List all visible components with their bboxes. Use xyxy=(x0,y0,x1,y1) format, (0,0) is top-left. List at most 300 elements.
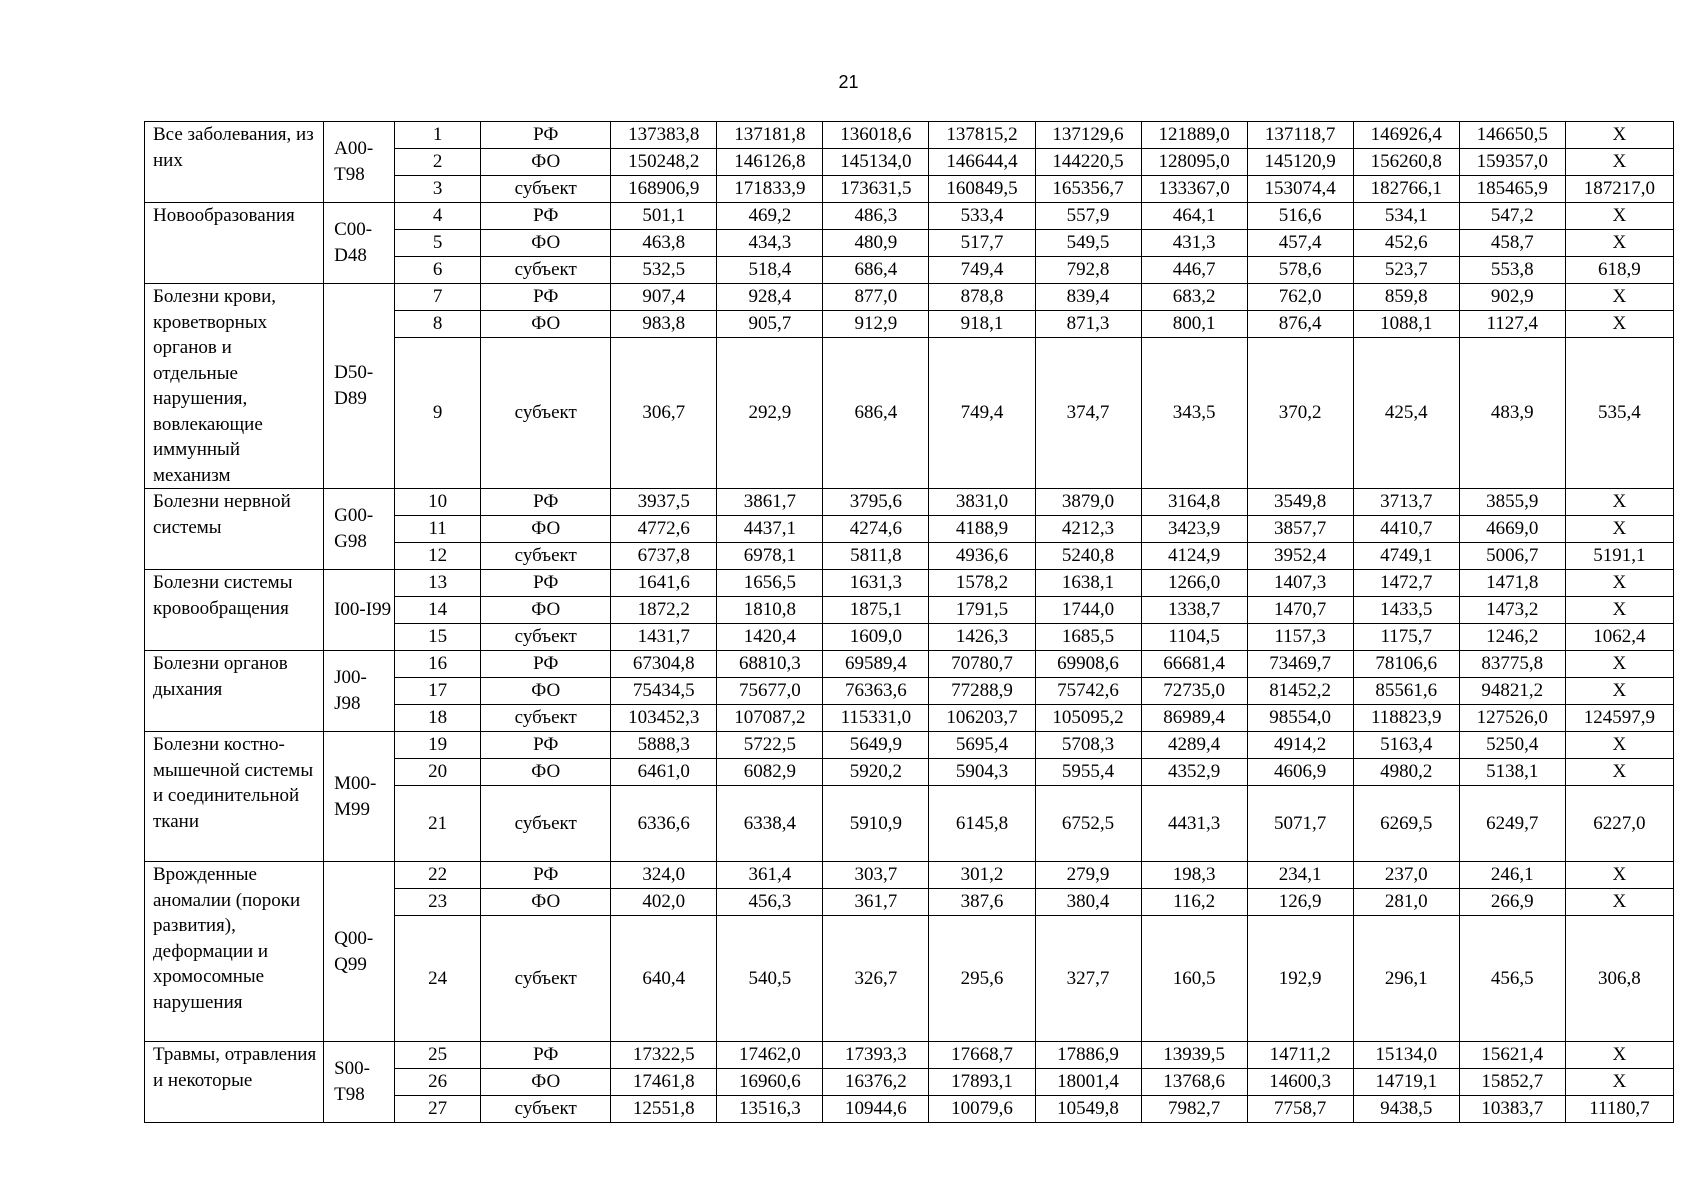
table-row xyxy=(145,732,1674,759)
value-cell: 686,4 xyxy=(823,257,929,284)
territory-level: субъект xyxy=(481,916,611,1042)
value-cell: 859,8 xyxy=(1353,284,1459,311)
value-cell: Х xyxy=(1565,284,1673,311)
value-cell: 5138,1 xyxy=(1459,759,1565,786)
value-cell: 146650,5 xyxy=(1459,122,1565,149)
territory-level: ФО xyxy=(481,678,611,705)
value-cell: 5888,3 xyxy=(611,732,717,759)
value-cell: 187217,0 xyxy=(1565,176,1673,203)
value-cell: 4431,3 xyxy=(1141,786,1247,862)
value-cell: 115331,0 xyxy=(823,705,929,732)
icd-code: I00-I99 xyxy=(324,570,395,651)
value-cell: 7982,7 xyxy=(1141,1096,1247,1123)
value-cell: 456,3 xyxy=(717,889,823,916)
value-cell: 871,3 xyxy=(1035,311,1141,338)
table-row xyxy=(145,489,1674,516)
value-cell: 6978,1 xyxy=(717,543,823,570)
value-cell: 105095,2 xyxy=(1035,705,1141,732)
value-cell: 3795,6 xyxy=(823,489,929,516)
disease-group-name: Болезни системы кровообращения xyxy=(145,570,324,651)
territory-level: ФО xyxy=(481,889,611,916)
territory-level: субъект xyxy=(481,543,611,570)
value-cell: 6737,8 xyxy=(611,543,717,570)
value-cell: Х xyxy=(1565,678,1673,705)
value-cell: 1744,0 xyxy=(1035,597,1141,624)
value-cell: 6338,4 xyxy=(717,786,823,862)
value-cell: 1266,0 xyxy=(1141,570,1247,597)
value-cell: 1609,0 xyxy=(823,624,929,651)
value-cell: 553,8 xyxy=(1459,257,1565,284)
value-cell: 1872,2 xyxy=(611,597,717,624)
value-cell: 5191,1 xyxy=(1565,543,1673,570)
value-cell: 234,1 xyxy=(1247,862,1353,889)
value-cell: 458,7 xyxy=(1459,230,1565,257)
value-cell: 306,7 xyxy=(611,338,717,489)
value-cell: Х xyxy=(1565,570,1673,597)
territory-level: РФ xyxy=(481,570,611,597)
value-cell: 370,2 xyxy=(1247,338,1353,489)
value-cell: 523,7 xyxy=(1353,257,1459,284)
value-cell: 4606,9 xyxy=(1247,759,1353,786)
value-cell: 549,5 xyxy=(1035,230,1141,257)
row-number: 16 xyxy=(395,651,481,678)
value-cell: 547,2 xyxy=(1459,203,1565,230)
value-cell: 431,3 xyxy=(1141,230,1247,257)
value-cell: 266,9 xyxy=(1459,889,1565,916)
value-cell: 5250,4 xyxy=(1459,732,1565,759)
value-cell: 5920,2 xyxy=(823,759,929,786)
value-cell: 75434,5 xyxy=(611,678,717,705)
value-cell: 800,1 xyxy=(1141,311,1247,338)
territory-level: ФО xyxy=(481,759,611,786)
icd-code: Q00-Q99 xyxy=(324,862,395,1042)
territory-level: РФ xyxy=(481,284,611,311)
value-cell: 72735,0 xyxy=(1141,678,1247,705)
value-cell: 86989,4 xyxy=(1141,705,1247,732)
value-cell: 876,4 xyxy=(1247,311,1353,338)
value-cell: 469,2 xyxy=(717,203,823,230)
value-cell: 5955,4 xyxy=(1035,759,1141,786)
icd-code: D50-D89 xyxy=(324,284,395,489)
icd-code: A00-T98 xyxy=(324,122,395,203)
value-cell: 686,4 xyxy=(823,338,929,489)
icd-code: S00-T98 xyxy=(324,1042,395,1123)
value-cell: 137129,6 xyxy=(1035,122,1141,149)
value-cell: 94821,2 xyxy=(1459,678,1565,705)
row-number: 21 xyxy=(395,786,481,862)
value-cell: 518,4 xyxy=(717,257,823,284)
territory-level: РФ xyxy=(481,732,611,759)
value-cell: Х xyxy=(1565,862,1673,889)
value-cell: 5240,8 xyxy=(1035,543,1141,570)
value-cell: 425,4 xyxy=(1353,338,1459,489)
disease-group-name: Все заболевания, из них xyxy=(145,122,324,203)
disease-group-name: Новообразования xyxy=(145,203,324,284)
value-cell: 137118,7 xyxy=(1247,122,1353,149)
row-number: 2 xyxy=(395,149,481,176)
value-cell: 6336,6 xyxy=(611,786,717,862)
value-cell: 4437,1 xyxy=(717,516,823,543)
row-number: 15 xyxy=(395,624,481,651)
territory-level: РФ xyxy=(481,862,611,889)
value-cell: 1246,2 xyxy=(1459,624,1565,651)
value-cell: 324,0 xyxy=(611,862,717,889)
value-cell: 5904,3 xyxy=(929,759,1035,786)
value-cell: 361,4 xyxy=(717,862,823,889)
value-cell: 73469,7 xyxy=(1247,651,1353,678)
value-cell: 14719,1 xyxy=(1353,1069,1459,1096)
value-cell: Х xyxy=(1565,889,1673,916)
value-cell: 402,0 xyxy=(611,889,717,916)
value-cell: 792,8 xyxy=(1035,257,1141,284)
value-cell: 292,9 xyxy=(717,338,823,489)
row-number: 12 xyxy=(395,543,481,570)
value-cell: 3861,7 xyxy=(717,489,823,516)
value-cell: 1578,2 xyxy=(929,570,1035,597)
value-cell: 4274,6 xyxy=(823,516,929,543)
value-cell: 185465,9 xyxy=(1459,176,1565,203)
value-cell: 13516,3 xyxy=(717,1096,823,1123)
table-row xyxy=(145,203,1674,230)
value-cell: 918,1 xyxy=(929,311,1035,338)
value-cell: 1433,5 xyxy=(1353,597,1459,624)
value-cell: 146926,4 xyxy=(1353,122,1459,149)
value-cell: 159357,0 xyxy=(1459,149,1565,176)
value-cell: 361,7 xyxy=(823,889,929,916)
value-cell: 3857,7 xyxy=(1247,516,1353,543)
value-cell: 907,4 xyxy=(611,284,717,311)
value-cell: 146126,8 xyxy=(717,149,823,176)
value-cell: 1791,5 xyxy=(929,597,1035,624)
row-number: 11 xyxy=(395,516,481,543)
value-cell: 516,6 xyxy=(1247,203,1353,230)
value-cell: Х xyxy=(1565,311,1673,338)
row-number: 8 xyxy=(395,311,481,338)
value-cell: 15852,7 xyxy=(1459,1069,1565,1096)
value-cell: 5708,3 xyxy=(1035,732,1141,759)
value-cell: 4188,9 xyxy=(929,516,1035,543)
value-cell: 3879,0 xyxy=(1035,489,1141,516)
icd-code: M00-M99 xyxy=(324,732,395,862)
value-cell: 464,1 xyxy=(1141,203,1247,230)
value-cell: Х xyxy=(1565,122,1673,149)
value-cell: Х xyxy=(1565,759,1673,786)
value-cell: 983,8 xyxy=(611,311,717,338)
territory-level: субъект xyxy=(481,705,611,732)
value-cell: 749,4 xyxy=(929,338,1035,489)
value-cell: 912,9 xyxy=(823,311,929,338)
icd-code: G00-G98 xyxy=(324,489,395,570)
value-cell: Х xyxy=(1565,230,1673,257)
value-cell: Х xyxy=(1565,489,1673,516)
value-cell: 77288,9 xyxy=(929,678,1035,705)
value-cell: 279,9 xyxy=(1035,862,1141,889)
value-cell: 1656,5 xyxy=(717,570,823,597)
value-cell: 578,6 xyxy=(1247,257,1353,284)
value-cell: 165356,7 xyxy=(1035,176,1141,203)
table-row xyxy=(145,122,1674,149)
value-cell: 15621,4 xyxy=(1459,1042,1565,1069)
territory-level: ФО xyxy=(481,149,611,176)
value-cell: 877,0 xyxy=(823,284,929,311)
value-cell: 1472,7 xyxy=(1353,570,1459,597)
value-cell: 1104,5 xyxy=(1141,624,1247,651)
value-cell: 246,1 xyxy=(1459,862,1565,889)
value-cell: 137181,8 xyxy=(717,122,823,149)
value-cell: 3164,8 xyxy=(1141,489,1247,516)
value-cell: 6752,5 xyxy=(1035,786,1141,862)
row-number: 23 xyxy=(395,889,481,916)
value-cell: 17886,9 xyxy=(1035,1042,1141,1069)
value-cell: 146644,4 xyxy=(929,149,1035,176)
value-cell: 168906,9 xyxy=(611,176,717,203)
row-number: 14 xyxy=(395,597,481,624)
value-cell: 501,1 xyxy=(611,203,717,230)
row-number: 10 xyxy=(395,489,481,516)
value-cell: 118823,9 xyxy=(1353,705,1459,732)
territory-level: ФО xyxy=(481,597,611,624)
value-cell: 5910,9 xyxy=(823,786,929,862)
value-cell: 83775,8 xyxy=(1459,651,1565,678)
row-number: 26 xyxy=(395,1069,481,1096)
value-cell: 18001,4 xyxy=(1035,1069,1141,1096)
value-cell: 4936,6 xyxy=(929,543,1035,570)
territory-level: РФ xyxy=(481,1042,611,1069)
value-cell: 85561,6 xyxy=(1353,678,1459,705)
value-cell: 486,3 xyxy=(823,203,929,230)
value-cell: 126,9 xyxy=(1247,889,1353,916)
value-cell: Х xyxy=(1565,651,1673,678)
value-cell: 1638,1 xyxy=(1035,570,1141,597)
value-cell: 3831,0 xyxy=(929,489,1035,516)
value-cell: 540,5 xyxy=(717,916,823,1042)
row-number: 24 xyxy=(395,916,481,1042)
value-cell: 4980,2 xyxy=(1353,759,1459,786)
value-cell: 1470,7 xyxy=(1247,597,1353,624)
table-row xyxy=(145,862,1674,889)
territory-level: субъект xyxy=(481,1096,611,1123)
value-cell: Х xyxy=(1565,732,1673,759)
value-cell: 160,5 xyxy=(1141,916,1247,1042)
value-cell: 67304,8 xyxy=(611,651,717,678)
value-cell: 10079,6 xyxy=(929,1096,1035,1123)
territory-level: субъект xyxy=(481,786,611,862)
value-cell: 6082,9 xyxy=(717,759,823,786)
territory-level: субъект xyxy=(481,257,611,284)
value-cell: 13939,5 xyxy=(1141,1042,1247,1069)
value-cell: 902,9 xyxy=(1459,284,1565,311)
value-cell: 124597,9 xyxy=(1565,705,1673,732)
value-cell: 1062,4 xyxy=(1565,624,1673,651)
value-cell: 5722,5 xyxy=(717,732,823,759)
value-cell: 75677,0 xyxy=(717,678,823,705)
value-cell: 5649,9 xyxy=(823,732,929,759)
value-cell: 1685,5 xyxy=(1035,624,1141,651)
value-cell: 343,5 xyxy=(1141,338,1247,489)
table-row xyxy=(145,651,1674,678)
value-cell: 121889,0 xyxy=(1141,122,1247,149)
value-cell: 76363,6 xyxy=(823,678,929,705)
value-cell: 171833,9 xyxy=(717,176,823,203)
disease-group-name: Болезни органов дыхания xyxy=(145,651,324,732)
value-cell: 156260,8 xyxy=(1353,149,1459,176)
value-cell: 133367,0 xyxy=(1141,176,1247,203)
value-cell: 387,6 xyxy=(929,889,1035,916)
territory-level: субъект xyxy=(481,176,611,203)
row-number: 18 xyxy=(395,705,481,732)
value-cell: 78106,6 xyxy=(1353,651,1459,678)
value-cell: 153074,4 xyxy=(1247,176,1353,203)
value-cell: 683,2 xyxy=(1141,284,1247,311)
value-cell: 1810,8 xyxy=(717,597,823,624)
value-cell: 3952,4 xyxy=(1247,543,1353,570)
value-cell: 4289,4 xyxy=(1141,732,1247,759)
value-cell: 69589,4 xyxy=(823,651,929,678)
value-cell: 532,5 xyxy=(611,257,717,284)
value-cell: 6145,8 xyxy=(929,786,1035,862)
value-cell: 533,4 xyxy=(929,203,1035,230)
value-cell: 69908,6 xyxy=(1035,651,1141,678)
value-cell: 98554,0 xyxy=(1247,705,1353,732)
value-cell: 1471,8 xyxy=(1459,570,1565,597)
value-cell: 1431,7 xyxy=(611,624,717,651)
value-cell: 6227,0 xyxy=(1565,786,1673,862)
value-cell: 483,9 xyxy=(1459,338,1565,489)
row-number: 5 xyxy=(395,230,481,257)
value-cell: 517,7 xyxy=(929,230,1035,257)
value-cell: 1127,4 xyxy=(1459,311,1565,338)
value-cell: Х xyxy=(1565,149,1673,176)
value-cell: 7758,7 xyxy=(1247,1096,1353,1123)
value-cell: 295,6 xyxy=(929,916,1035,1042)
value-cell: 878,8 xyxy=(929,284,1035,311)
value-cell: 17668,7 xyxy=(929,1042,1035,1069)
value-cell: 618,9 xyxy=(1565,257,1673,284)
value-cell: 306,8 xyxy=(1565,916,1673,1042)
territory-level: субъект xyxy=(481,624,611,651)
morbidity-table xyxy=(144,121,1674,1123)
value-cell: 14600,3 xyxy=(1247,1069,1353,1096)
row-number: 7 xyxy=(395,284,481,311)
value-cell: 5163,4 xyxy=(1353,732,1459,759)
territory-level: ФО xyxy=(481,230,611,257)
value-cell: 11180,7 xyxy=(1565,1096,1673,1123)
value-cell: 107087,2 xyxy=(717,705,823,732)
table-row xyxy=(145,284,1674,311)
value-cell: 762,0 xyxy=(1247,284,1353,311)
value-cell: 137815,2 xyxy=(929,122,1035,149)
value-cell: 3549,8 xyxy=(1247,489,1353,516)
value-cell: 452,6 xyxy=(1353,230,1459,257)
row-number: 4 xyxy=(395,203,481,230)
disease-group-name: Болезни нервной системы xyxy=(145,489,324,570)
value-cell: 145134,0 xyxy=(823,149,929,176)
value-cell: 1641,6 xyxy=(611,570,717,597)
row-number: 1 xyxy=(395,122,481,149)
value-cell: 380,4 xyxy=(1035,889,1141,916)
value-cell: 160849,5 xyxy=(929,176,1035,203)
icd-code: J00-J98 xyxy=(324,651,395,732)
value-cell: 4772,6 xyxy=(611,516,717,543)
value-cell: 145120,9 xyxy=(1247,149,1353,176)
value-cell: 4352,9 xyxy=(1141,759,1247,786)
value-cell: 15134,0 xyxy=(1353,1042,1459,1069)
value-cell: 303,7 xyxy=(823,862,929,889)
value-cell: 17461,8 xyxy=(611,1069,717,1096)
value-cell: 17893,1 xyxy=(929,1069,1035,1096)
value-cell: 535,4 xyxy=(1565,338,1673,489)
territory-level: ФО xyxy=(481,311,611,338)
value-cell: 4749,1 xyxy=(1353,543,1459,570)
value-cell: 6249,7 xyxy=(1459,786,1565,862)
value-cell: 301,2 xyxy=(929,862,1035,889)
value-cell: 9438,5 xyxy=(1353,1096,1459,1123)
value-cell: 4410,7 xyxy=(1353,516,1459,543)
value-cell: 749,4 xyxy=(929,257,1035,284)
value-cell: 6269,5 xyxy=(1353,786,1459,862)
value-cell: 3713,7 xyxy=(1353,489,1459,516)
value-cell: 192,9 xyxy=(1247,916,1353,1042)
value-cell: 66681,4 xyxy=(1141,651,1247,678)
territory-level: РФ xyxy=(481,122,611,149)
value-cell: 1088,1 xyxy=(1353,311,1459,338)
value-cell: 5071,7 xyxy=(1247,786,1353,862)
value-cell: 17393,3 xyxy=(823,1042,929,1069)
disease-group-name: Болезни костно-мышечной системы и соединительной ткани xyxy=(145,732,324,862)
value-cell: 13768,6 xyxy=(1141,1069,1247,1096)
value-cell: 17462,0 xyxy=(717,1042,823,1069)
territory-level: ФО xyxy=(481,516,611,543)
value-cell: 4212,3 xyxy=(1035,516,1141,543)
value-cell: 4669,0 xyxy=(1459,516,1565,543)
value-cell: 127526,0 xyxy=(1459,705,1565,732)
disease-group-name: Болезни крови, кроветворных органов и отдельные нарушения, вовлекающие иммунный механизм xyxy=(145,284,324,489)
value-cell: 5811,8 xyxy=(823,543,929,570)
value-cell: 4914,2 xyxy=(1247,732,1353,759)
value-cell: Х xyxy=(1565,1069,1673,1096)
territory-level: ФО xyxy=(481,1069,611,1096)
value-cell: Х xyxy=(1565,597,1673,624)
disease-group-name: Врожденные аномалии (пороки развития), деформации и хромосомные нарушения xyxy=(145,862,324,1042)
value-cell: 12551,8 xyxy=(611,1096,717,1123)
value-cell: Х xyxy=(1565,516,1673,543)
row-number: 17 xyxy=(395,678,481,705)
value-cell: 1157,3 xyxy=(1247,624,1353,651)
value-cell: 150248,2 xyxy=(611,149,717,176)
territory-level: РФ xyxy=(481,651,611,678)
value-cell: 463,8 xyxy=(611,230,717,257)
value-cell: 1175,7 xyxy=(1353,624,1459,651)
value-cell: 10944,6 xyxy=(823,1096,929,1123)
value-cell: 905,7 xyxy=(717,311,823,338)
value-cell: 456,5 xyxy=(1459,916,1565,1042)
row-number: 3 xyxy=(395,176,481,203)
value-cell: 237,0 xyxy=(1353,862,1459,889)
value-cell: 6461,0 xyxy=(611,759,717,786)
value-cell: 70780,7 xyxy=(929,651,1035,678)
value-cell: 16960,6 xyxy=(717,1069,823,1096)
row-number: 20 xyxy=(395,759,481,786)
value-cell: 1631,3 xyxy=(823,570,929,597)
value-cell: 327,7 xyxy=(1035,916,1141,1042)
value-cell: 68810,3 xyxy=(717,651,823,678)
value-cell: 1407,3 xyxy=(1247,570,1353,597)
value-cell: 128095,0 xyxy=(1141,149,1247,176)
page-number: 21 xyxy=(838,72,859,92)
row-number: 22 xyxy=(395,862,481,889)
value-cell: 3423,9 xyxy=(1141,516,1247,543)
value-cell: 5006,7 xyxy=(1459,543,1565,570)
